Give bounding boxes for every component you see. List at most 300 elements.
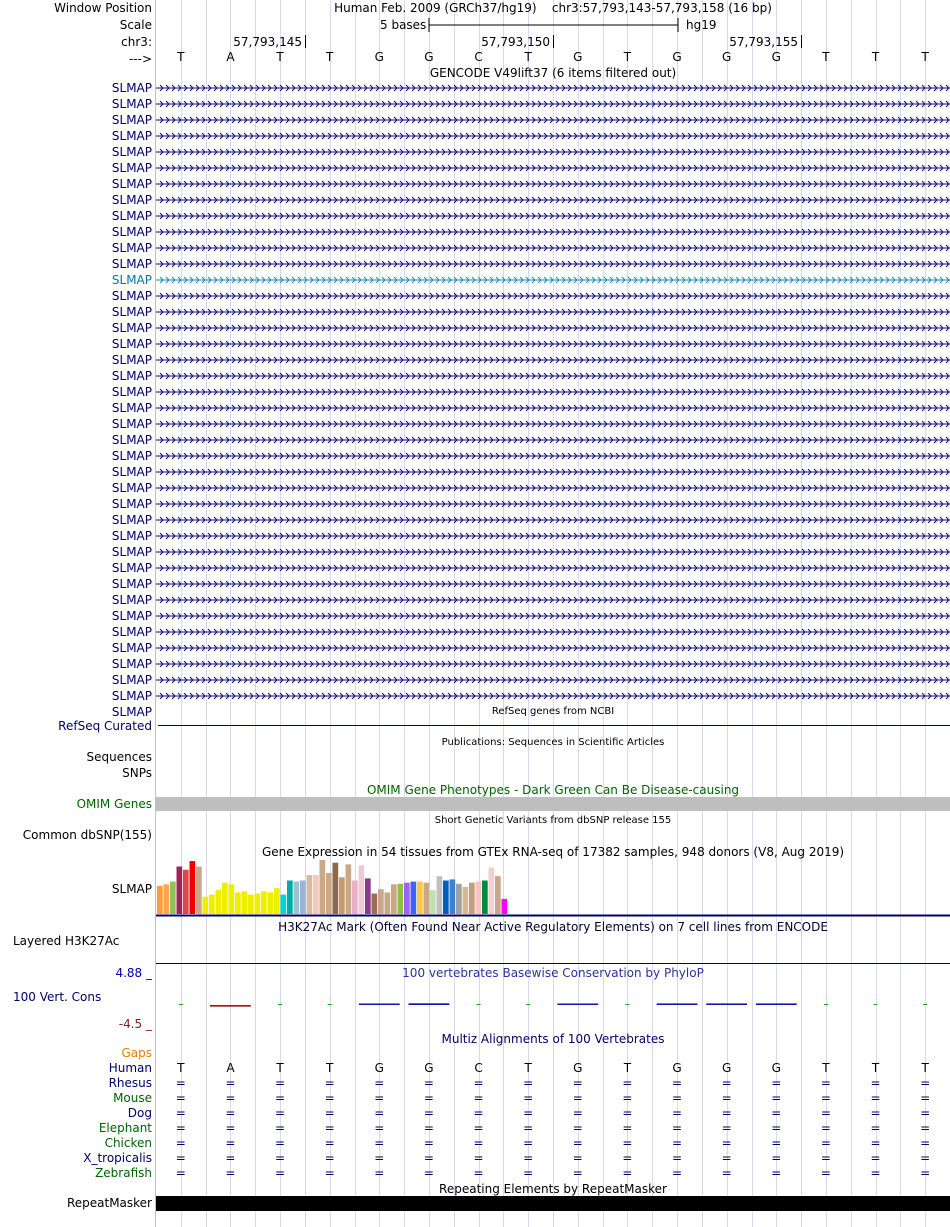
gtex-tissue-bar bbox=[268, 892, 274, 914]
gencode-transcript-label[interactable]: SLMAP bbox=[111, 353, 152, 367]
reference-base: G bbox=[424, 50, 434, 64]
multiz-reference-base: T bbox=[177, 1061, 185, 1075]
multiz-reference-base: T bbox=[623, 1061, 632, 1075]
position-range: chr3:57,793,143-57,793,158 (16 bp) bbox=[551, 1, 772, 15]
gtex-tissue-bar bbox=[183, 870, 189, 914]
gtex-tissue-bar bbox=[476, 882, 482, 914]
gtex-expression-chart[interactable] bbox=[156, 859, 950, 917]
multiz-match-symbol: = bbox=[175, 1106, 186, 1120]
multiz-match-symbol: = bbox=[721, 1151, 732, 1165]
multiz-match-symbol: = bbox=[572, 1151, 583, 1165]
gencode-transcript-label[interactable]: SLMAP bbox=[111, 529, 152, 543]
gtex-tissue-bar bbox=[170, 882, 176, 914]
multiz-match-symbol: = bbox=[820, 1106, 831, 1120]
omim-gene-bar[interactable] bbox=[156, 797, 950, 811]
repeatmasker-track-label[interactable]: RepeatMasker bbox=[66, 1196, 152, 1210]
multiz-match-symbol: = bbox=[820, 1091, 831, 1105]
multiz-match-symbol: = bbox=[622, 1166, 633, 1180]
multiz-match-symbol: = bbox=[175, 1166, 186, 1180]
gencode-transcript-label[interactable]: SLMAP bbox=[111, 177, 152, 191]
multiz-match-symbol: = bbox=[473, 1076, 484, 1090]
coordinate-tick-label: 57,793,150 bbox=[481, 35, 550, 49]
multiz-reference-base: A bbox=[226, 1061, 235, 1075]
multiz-match-symbol: = bbox=[572, 1091, 583, 1105]
gencode-transcript-label[interactable]: SLMAP bbox=[111, 209, 152, 223]
multiz-match-symbol: = bbox=[572, 1136, 583, 1150]
cons-score-mark bbox=[477, 1004, 481, 1005]
multiz-match-symbol: = bbox=[275, 1151, 286, 1165]
gtex-tissue-bar bbox=[495, 876, 501, 914]
gtex-tissue-bar bbox=[216, 890, 222, 914]
gencode-transcript-label[interactable]: SLMAP bbox=[111, 97, 152, 111]
reference-base: G bbox=[374, 50, 384, 64]
reference-base: T bbox=[822, 50, 830, 64]
multiz-reference-base: T bbox=[524, 1061, 532, 1075]
multiz-reference-base: G bbox=[722, 1061, 732, 1075]
gencode-transcript-label[interactable]: SLMAP bbox=[111, 417, 152, 431]
gaps-label: Gaps bbox=[121, 1046, 152, 1060]
multiz-match-symbol: = bbox=[820, 1076, 831, 1090]
h3k27ac-track-label[interactable]: Layered H3K27Ac bbox=[13, 934, 120, 948]
refseq-track-title: RefSeq genes from NCBI bbox=[491, 706, 615, 717]
multiz-match-symbol: = bbox=[771, 1166, 782, 1180]
cons-track-label[interactable]: 100 Vert. Cons bbox=[13, 990, 102, 1004]
multiz-match-symbol: = bbox=[225, 1151, 236, 1165]
multiz-match-symbol: = bbox=[423, 1106, 434, 1120]
cons-score-mark bbox=[409, 1003, 450, 1005]
multiz-match-symbol: = bbox=[175, 1136, 186, 1150]
cons-score-mark bbox=[874, 1004, 878, 1005]
multiz-match-symbol: = bbox=[374, 1121, 385, 1135]
cons-score-mark bbox=[179, 1004, 183, 1005]
gtex-tissue-bar bbox=[190, 861, 196, 914]
gencode-transcript-label[interactable]: SLMAP bbox=[111, 513, 152, 527]
strand-label: ---> bbox=[128, 52, 152, 66]
scale-label: Scale bbox=[119, 18, 152, 32]
multiz-track-title: Multiz Alignments of 100 Vertebrates bbox=[441, 1032, 665, 1046]
multiz-match-symbol: = bbox=[572, 1166, 583, 1180]
gtex-tissue-bar bbox=[222, 883, 228, 914]
multiz-match-symbol: = bbox=[423, 1076, 434, 1090]
h3k27ac-track-title: H3K27Ac Mark (Often Found Near Active Regulatory Elements) on 7 cell lines from ENCODE bbox=[278, 920, 828, 934]
gtex-tissue-bar bbox=[398, 884, 404, 914]
gtex-tissue-bar bbox=[196, 867, 202, 915]
multiz-species-label: Elephant bbox=[98, 1121, 152, 1135]
multiz-match-symbol: = bbox=[572, 1121, 583, 1135]
track-data-panel[interactable] bbox=[156, 0, 950, 1227]
multiz-match-symbol: = bbox=[324, 1121, 335, 1135]
multiz-match-symbol: = bbox=[771, 1076, 782, 1090]
multiz-match-symbol: = bbox=[672, 1091, 683, 1105]
gencode-transcript-label[interactable]: SLMAP bbox=[111, 289, 152, 303]
multiz-match-symbol: = bbox=[870, 1076, 881, 1090]
coordinate-tick-mark bbox=[305, 35, 306, 48]
scale-bar bbox=[428, 17, 680, 33]
omim-track-label[interactable]: OMIM Genes bbox=[76, 797, 152, 811]
gencode-transcript-label[interactable]: SLMAP bbox=[111, 161, 152, 175]
multiz-match-symbol: = bbox=[275, 1121, 286, 1135]
multiz-species-label: X_tropicalis bbox=[83, 1151, 152, 1165]
multiz-reference-base: T bbox=[276, 1061, 284, 1075]
coordinate-tick-label: 57,793,155 bbox=[729, 35, 798, 49]
multiz-match-symbol: = bbox=[324, 1136, 335, 1150]
multiz-match-symbol: = bbox=[523, 1166, 534, 1180]
multiz-match-symbol: = bbox=[423, 1121, 434, 1135]
gtex-tissue-bar bbox=[359, 865, 365, 914]
multiz-match-symbol: = bbox=[672, 1121, 683, 1135]
track-label-column bbox=[0, 0, 156, 1227]
gtex-tissue-bar bbox=[229, 884, 235, 914]
multiz-match-symbol: = bbox=[622, 1106, 633, 1120]
multiz-match-symbol: = bbox=[473, 1136, 484, 1150]
scale-text: 5 bases bbox=[380, 18, 427, 32]
gencode-transcripts[interactable] bbox=[156, 80, 950, 704]
multiz-reference-base: C bbox=[474, 1061, 483, 1075]
multiz-match-symbol: = bbox=[523, 1136, 534, 1150]
multiz-match-symbol: = bbox=[374, 1166, 385, 1180]
multiz-match-symbol: = bbox=[721, 1091, 732, 1105]
gtex-tissue-bar bbox=[157, 886, 163, 914]
gtex-tissue-bar bbox=[300, 881, 306, 915]
multiz-match-symbol: = bbox=[175, 1121, 186, 1135]
gtex-tissue-bar bbox=[385, 892, 391, 914]
gencode-transcript-label[interactable]: SLMAP bbox=[111, 689, 152, 703]
cons-min-label: -4.5 _ bbox=[118, 1017, 152, 1031]
dbsnp-track-label[interactable]: Common dbSNP(155) bbox=[22, 828, 152, 842]
gtex-tissue-bar bbox=[346, 864, 352, 914]
multiz-match-symbol: = bbox=[870, 1106, 881, 1120]
multiz-match-symbol: = bbox=[225, 1106, 236, 1120]
multiz-match-symbol: = bbox=[523, 1076, 534, 1090]
cons-score-mark bbox=[706, 1003, 747, 1005]
omim-track-title: OMIM Gene Phenotypes - Dark Green Can Be Disease-causing bbox=[366, 783, 740, 797]
gencode-transcript-label[interactable]: SLMAP bbox=[111, 657, 152, 671]
gtex-tissue-bar bbox=[177, 867, 183, 915]
assembly-position-header bbox=[156, 1, 950, 15]
gencode-transcript-label[interactable]: SLMAP bbox=[111, 81, 152, 95]
gtex-tissue-bar bbox=[437, 876, 443, 914]
gencode-transcript-label[interactable]: SLMAP bbox=[111, 705, 152, 719]
multiz-match-symbol: = bbox=[175, 1091, 186, 1105]
multiz-species-label: Mouse bbox=[113, 1091, 152, 1105]
multiz-match-symbol: = bbox=[820, 1121, 831, 1135]
gencode-transcript-label[interactable]: SLMAP bbox=[111, 497, 152, 511]
multiz-match-symbol: = bbox=[275, 1136, 286, 1150]
cons-score-mark bbox=[824, 1004, 828, 1005]
reference-base: G bbox=[573, 50, 583, 64]
multiz-match-symbol: = bbox=[523, 1106, 534, 1120]
publications-label-line2[interactable]: SNPs bbox=[122, 766, 152, 780]
cons-max-label: 4.88 _ bbox=[115, 966, 152, 980]
gtex-tissue-bar bbox=[294, 882, 300, 914]
multiz-match-symbol: = bbox=[324, 1166, 335, 1180]
reference-base: A bbox=[226, 50, 235, 64]
multiz-match-symbol: = bbox=[324, 1151, 335, 1165]
cons-score-mark bbox=[328, 1004, 332, 1005]
gtex-tissue-bar bbox=[352, 881, 358, 915]
gencode-transcript-label[interactable]: SLMAP bbox=[111, 321, 152, 335]
assembly-title: Human Feb. 2009 (GRCh37/hg19) bbox=[334, 1, 537, 15]
refseq-gene-line[interactable] bbox=[158, 725, 950, 726]
gtex-tissue-bar bbox=[489, 868, 495, 914]
gencode-transcript-label[interactable]: SLMAP bbox=[111, 337, 152, 351]
multiz-match-symbol: = bbox=[374, 1136, 385, 1150]
gencode-transcript-label[interactable]: SLMAP bbox=[111, 481, 152, 495]
gtex-tissue-bar bbox=[424, 883, 430, 914]
gencode-transcript-label[interactable]: SLMAP bbox=[111, 673, 152, 687]
cons-score-mark bbox=[557, 1003, 598, 1005]
gtex-tissue-bar bbox=[469, 883, 475, 914]
reference-base: T bbox=[177, 50, 185, 64]
multiz-match-symbol: = bbox=[920, 1121, 931, 1135]
gtex-tissue-bar bbox=[287, 881, 293, 915]
multiz-match-symbol: = bbox=[721, 1076, 732, 1090]
multiz-match-symbol: = bbox=[523, 1121, 534, 1135]
multiz-match-symbol: = bbox=[473, 1091, 484, 1105]
multiz-match-symbol: = bbox=[374, 1106, 385, 1120]
multiz-match-symbol: = bbox=[374, 1076, 385, 1090]
gtex-tissue-bar bbox=[255, 894, 261, 915]
gtex-tissue-bar bbox=[326, 873, 332, 914]
gencode-transcript-label[interactable]: SLMAP bbox=[111, 113, 152, 127]
gtex-tissue-bar bbox=[333, 863, 339, 914]
multiz-match-symbol: = bbox=[374, 1151, 385, 1165]
gtex-tissue-bar bbox=[411, 882, 417, 914]
multiz-match-symbol: = bbox=[523, 1091, 534, 1105]
cons-track-title: 100 vertebrates Basewise Conservation by PhyloP bbox=[402, 966, 704, 980]
multiz-species-label: Zebrafish bbox=[95, 1166, 152, 1180]
gencode-transcript-label[interactable]: SLMAP bbox=[111, 449, 152, 463]
multiz-species-label: Rhesus bbox=[108, 1076, 152, 1090]
gencode-transcript-label[interactable]: SLMAP bbox=[111, 305, 152, 319]
publications-track-title: Publications: Sequences in Scientific Articles bbox=[441, 737, 665, 748]
multiz-match-symbol: = bbox=[771, 1136, 782, 1150]
gencode-transcript-label[interactable]: SLMAP bbox=[111, 545, 152, 559]
gtex-tissue-bar bbox=[365, 878, 371, 914]
multiz-reference-base: T bbox=[822, 1061, 830, 1075]
multiz-match-symbol: = bbox=[175, 1151, 186, 1165]
gtex-tissue-bar bbox=[372, 894, 378, 915]
multiz-reference-base: G bbox=[672, 1061, 682, 1075]
multiz-reference-base: G bbox=[771, 1061, 781, 1075]
gencode-transcript-label[interactable]: SLMAP bbox=[111, 225, 152, 239]
window-position-label: Window Position bbox=[54, 1, 152, 15]
gtex-tissue-bar bbox=[307, 875, 313, 914]
multiz-match-symbol: = bbox=[275, 1106, 286, 1120]
gtex-tissue-bar bbox=[456, 884, 462, 914]
cons-score-mark bbox=[526, 1004, 530, 1005]
multiz-reference-base: T bbox=[871, 1061, 880, 1075]
gtex-track-title: Gene Expression in 54 tissues from GTEx RNA-seq of 17382 samples, 948 donors (V8, Aug 2019) bbox=[261, 845, 845, 859]
gtex-tissue-bar bbox=[164, 884, 170, 914]
multiz-match-symbol: = bbox=[225, 1076, 236, 1090]
gencode-transcript-label[interactable]: SLMAP bbox=[111, 465, 152, 479]
multiz-match-symbol: = bbox=[374, 1091, 385, 1105]
coordinate-tick-mark bbox=[801, 35, 802, 48]
cons-score-mark bbox=[923, 1004, 927, 1005]
multiz-match-symbol: = bbox=[423, 1136, 434, 1150]
reference-base: T bbox=[276, 50, 284, 64]
multiz-reference-base: G bbox=[374, 1061, 384, 1075]
multiz-match-symbol: = bbox=[275, 1076, 286, 1090]
gencode-transcript-label[interactable]: SLMAP bbox=[111, 609, 152, 623]
multiz-match-symbol: = bbox=[672, 1136, 683, 1150]
multiz-match-symbol: = bbox=[622, 1136, 633, 1150]
multiz-match-symbol: = bbox=[473, 1121, 484, 1135]
multiz-reference-base: G bbox=[573, 1061, 583, 1075]
refseq-track-label[interactable]: RefSeq Curated bbox=[58, 719, 152, 733]
multiz-match-symbol: = bbox=[225, 1166, 236, 1180]
multiz-match-symbol: = bbox=[225, 1091, 236, 1105]
multiz-match-symbol: = bbox=[920, 1091, 931, 1105]
gtex-tissue-bar bbox=[203, 897, 209, 914]
multiz-match-symbol: = bbox=[473, 1151, 484, 1165]
gencode-transcript-label[interactable]: SLMAP bbox=[111, 401, 152, 415]
h3k27ac-baseline bbox=[156, 963, 950, 964]
multiz-match-symbol: = bbox=[324, 1106, 335, 1120]
multiz-match-symbol: = bbox=[622, 1121, 633, 1135]
gtex-tissue-bar bbox=[482, 881, 488, 915]
multiz-match-symbol: = bbox=[324, 1091, 335, 1105]
cons-wiggle[interactable] bbox=[156, 980, 950, 1026]
multiz-match-symbol: = bbox=[473, 1106, 484, 1120]
reference-base: T bbox=[623, 50, 632, 64]
gtex-tissue-bar bbox=[235, 892, 241, 914]
multiz-reference-base: T bbox=[326, 1061, 334, 1075]
gtex-tissue-bar bbox=[391, 884, 397, 914]
multiz-match-symbol: = bbox=[672, 1106, 683, 1120]
gtex-tissue-bar bbox=[430, 890, 436, 914]
multiz-match-symbol: = bbox=[920, 1106, 931, 1120]
gencode-transcript-label[interactable]: SLMAP bbox=[111, 369, 152, 383]
multiz-match-symbol: = bbox=[572, 1106, 583, 1120]
multiz-match-symbol: = bbox=[473, 1166, 484, 1180]
multiz-match-symbol: = bbox=[870, 1136, 881, 1150]
dbsnp-track-title: Short Genetic Variants from dbSNP release 155 bbox=[434, 815, 672, 826]
multiz-match-symbol: = bbox=[920, 1151, 931, 1165]
multiz-match-symbol: = bbox=[771, 1106, 782, 1120]
gtex-tissue-bar bbox=[209, 895, 215, 914]
multiz-match-symbol: = bbox=[423, 1091, 434, 1105]
multiz-species-label: Chicken bbox=[104, 1136, 152, 1150]
cons-score-mark bbox=[359, 1003, 400, 1005]
multiz-reference-base: T bbox=[921, 1061, 929, 1075]
gencode-transcript-label[interactable]: SLMAP bbox=[111, 129, 152, 143]
multiz-match-symbol: = bbox=[622, 1091, 633, 1105]
gtex-tissue-bar bbox=[248, 895, 254, 914]
gtex-tissue-bar bbox=[502, 899, 508, 914]
multiz-match-symbol: = bbox=[920, 1076, 931, 1090]
gtex-tissue-bar bbox=[274, 888, 280, 914]
gtex-tissue-bar bbox=[417, 882, 423, 914]
gencode-transcript-label[interactable]: SLMAP bbox=[111, 625, 152, 639]
gencode-transcript-label[interactable]: SLMAP bbox=[111, 385, 152, 399]
coordinate-tick-label: 57,793,145 bbox=[233, 35, 302, 49]
multiz-match-symbol: = bbox=[920, 1136, 931, 1150]
gencode-transcript-label[interactable]: SLMAP bbox=[111, 593, 152, 607]
multiz-match-symbol: = bbox=[622, 1151, 633, 1165]
cons-score-mark bbox=[756, 1003, 797, 1005]
gtex-tissue-bar bbox=[281, 895, 287, 914]
gtex-tissue-bar bbox=[339, 877, 345, 914]
multiz-species-label: Human bbox=[108, 1061, 152, 1075]
multiz-match-symbol: = bbox=[721, 1106, 732, 1120]
multiz-match-symbol: = bbox=[324, 1076, 335, 1090]
multiz-match-symbol: = bbox=[423, 1166, 434, 1180]
reference-base: G bbox=[771, 50, 781, 64]
multiz-match-symbol: = bbox=[523, 1151, 534, 1165]
multiz-match-symbol: = bbox=[672, 1151, 683, 1165]
gtex-tissue-bar bbox=[404, 883, 410, 914]
multiz-match-symbol: = bbox=[870, 1166, 881, 1180]
gtex-tissue-bar bbox=[242, 891, 248, 914]
multiz-match-symbol: = bbox=[870, 1151, 881, 1165]
reference-base: T bbox=[921, 50, 929, 64]
reference-base: G bbox=[672, 50, 682, 64]
multiz-match-symbol: = bbox=[820, 1136, 831, 1150]
multiz-match-symbol: = bbox=[225, 1136, 236, 1150]
cons-score-mark bbox=[625, 1004, 629, 1005]
gtex-tissue-bar bbox=[463, 887, 469, 914]
cons-score-mark bbox=[210, 1005, 251, 1007]
gencode-transcript-label[interactable]: SLMAP bbox=[111, 241, 152, 255]
gtex-tissue-bar bbox=[450, 879, 456, 914]
gtex-tissue-bar bbox=[313, 875, 319, 914]
gencode-transcript-label[interactable]: SLMAP bbox=[111, 273, 152, 287]
reference-base: T bbox=[326, 50, 334, 64]
gencode-track-title: GENCODE V49lift37 (6 items filtered out) bbox=[429, 66, 677, 80]
multiz-match-symbol: = bbox=[771, 1151, 782, 1165]
gtex-track-label[interactable]: SLMAP bbox=[111, 882, 152, 896]
multiz-match-symbol: = bbox=[920, 1166, 931, 1180]
multiz-match-symbol: = bbox=[572, 1076, 583, 1090]
multiz-match-symbol: = bbox=[820, 1151, 831, 1165]
multiz-match-symbol: = bbox=[721, 1136, 732, 1150]
assembly-short: hg19 bbox=[686, 18, 717, 32]
coordinate-tick-mark bbox=[553, 35, 554, 48]
multiz-match-symbol: = bbox=[622, 1076, 633, 1090]
gencode-transcript-label[interactable]: SLMAP bbox=[111, 145, 152, 159]
gencode-transcript-label[interactable]: SLMAP bbox=[111, 193, 152, 207]
chrom-label: chr3: bbox=[121, 35, 152, 49]
multiz-match-symbol: = bbox=[423, 1151, 434, 1165]
reference-base: T bbox=[524, 50, 532, 64]
gencode-transcript-label[interactable]: SLMAP bbox=[111, 433, 152, 447]
publications-label-line1[interactable]: Sequences bbox=[86, 750, 152, 764]
reference-base: G bbox=[722, 50, 732, 64]
cons-score-mark bbox=[657, 1003, 698, 1005]
gtex-tissue-bar bbox=[443, 881, 449, 915]
multiz-reference-base: G bbox=[424, 1061, 434, 1075]
gtex-tissue-bar bbox=[261, 891, 267, 914]
gencode-transcript-label[interactable]: SLMAP bbox=[111, 561, 152, 575]
repeatmasker-track-title: Repeating Elements by RepeatMasker bbox=[439, 1182, 667, 1196]
gencode-transcript-label[interactable]: SLMAP bbox=[111, 577, 152, 591]
cons-score-mark bbox=[278, 1004, 282, 1005]
multiz-match-symbol: = bbox=[275, 1091, 286, 1105]
gtex-tissue-bar bbox=[378, 889, 384, 914]
multiz-species-label: Dog bbox=[127, 1106, 152, 1120]
multiz-match-symbol: = bbox=[721, 1166, 732, 1180]
multiz-match-symbol: = bbox=[771, 1121, 782, 1135]
repeatmasker-bar[interactable] bbox=[156, 1196, 950, 1211]
gencode-transcript-label[interactable]: SLMAP bbox=[111, 641, 152, 655]
gencode-transcript-label[interactable]: SLMAP bbox=[111, 257, 152, 271]
multiz-match-symbol: = bbox=[820, 1166, 831, 1180]
multiz-match-symbol: = bbox=[672, 1076, 683, 1090]
multiz-match-symbol: = bbox=[771, 1091, 782, 1105]
multiz-match-symbol: = bbox=[225, 1121, 236, 1135]
